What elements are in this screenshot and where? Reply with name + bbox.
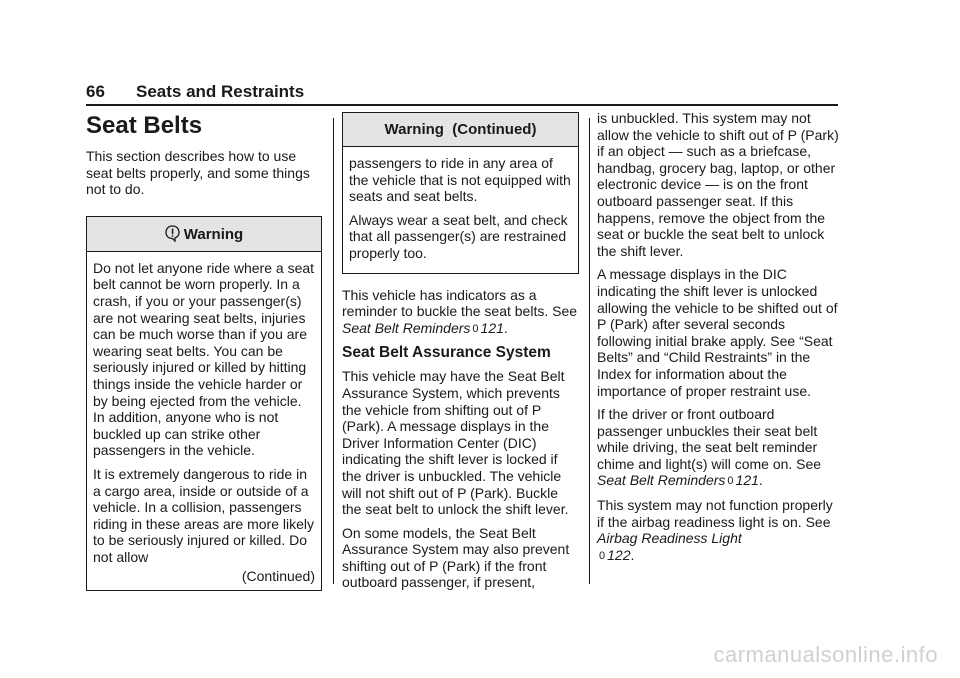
- warning-icon: [165, 225, 180, 242]
- warning-paragraph-2: It is extremely dangerous to ride in a cargo area, inside or outside of a vehicle. In a collision, passengers riding in these areas are more likely to be seriously injured or killed. Do not allow: [93, 465, 314, 565]
- page-ref-122[interactable]: 122: [607, 546, 631, 563]
- warning-paragraph-1: Do not let anyone ride where a seat belt cannot be worn properly. In a crash, if you or your passenger(s) are not wearing seat belts, injuries can be much worse than if you are wearing seat belts. You can be seriously injured or killed by hitting things inside the vehicle harder or by being ejected from the vehicle. In addition, anyone who is not buckled up can strike other passengers in the vehicle.: [93, 259, 315, 459]
- continued-label: (Continued): [241, 568, 315, 585]
- page-header: [86, 82, 304, 102]
- page-number: 66: [86, 82, 105, 101]
- column-divider-1: [333, 118, 334, 584]
- warning-body: [87, 252, 321, 590]
- warning-continued-title: Warning (Continued): [343, 113, 578, 147]
- warning-continued-paragraph-1: passengers to ride in any area of the vehicle that is not equipped with seats and seat belts.: [349, 155, 571, 205]
- column-3: [597, 110, 841, 571]
- col3-paragraph-3: If the driver or front outboard passenger unbuckles their seat belt while driving, the seat belt reminder chime and light(s) will come on. See Seat Belt Reminders 0 121.: [597, 406, 822, 489]
- watermark: carmanualsonline.info: [713, 642, 938, 667]
- page-ref-121-b[interactable]: 121: [735, 472, 759, 489]
- page-ref-121[interactable]: 121: [480, 319, 504, 336]
- warning-continued-box: [342, 112, 579, 274]
- column-1: [86, 110, 322, 591]
- warning-title-text: Warning: [183, 225, 244, 243]
- seat-belt-reminders-link-2[interactable]: Seat Belt Reminders: [597, 472, 726, 489]
- intro-paragraph: This section describes how to use seat belts properly, and some things not to do.: [86, 148, 310, 198]
- assurance-paragraph-1: This vehicle may have the Seat Belt Assurance System, which prevents the vehicle from shifting out of P (Park). A message displays in the Driver Information Center (DIC) indicating the shift lever is locked if the driver is unbuckled. The vehicle will not shift out of P (Park). Buckle the seat belt to unlock the shift lever.: [342, 368, 569, 518]
- col3-paragraph-1: is unbuckled. This system may not allow the vehicle to shift out of P (Park) if an object — such as a briefcase, handbag, grocery bag, laptop, or other electronic device — is on the front outboard passenger seat. If this happens, remove the object from the seat or buckle the seat belt to unlock the shift lever.: [597, 110, 839, 259]
- page-ref-arrow-icon: 0: [599, 549, 606, 562]
- airbag-text: This system may not function properly if the airbag readiness light is on. See: [597, 497, 833, 530]
- col3-paragraph-4: This system may not function properly if the airbag readiness light is on. See Airbag Readiness Light 0 122.: [597, 497, 833, 563]
- page-ref-arrow-icon: 0: [472, 322, 479, 335]
- column-divider-2: [589, 118, 590, 584]
- assurance-heading: Seat Belt Assurance System: [342, 344, 551, 362]
- airbag-readiness-light-link[interactable]: Airbag Readiness Light: [597, 530, 742, 547]
- warning-continued-paragraph-2: Always wear a seat belt, and check that all passenger(s) are restrained properly too.: [349, 211, 568, 261]
- assurance-paragraph-2: On some models, the Seat Belt Assurance System may also prevent shifting out of P (Park) if the front outboard passenger, if present,: [342, 524, 570, 591]
- page-title: Seat Belts: [86, 112, 203, 139]
- indicator-text: This vehicle has indicators as a reminder to buckle the seat belts. See: [342, 286, 578, 320]
- indicator-paragraph: This vehicle has indicators as a reminder to buckle the seat belts. See Seat Belt Reminders 0 121.: [342, 286, 578, 336]
- section-title: Seats and Restraints: [136, 82, 305, 101]
- header-rule: [86, 104, 838, 106]
- chime-text: If the driver or front outboard passenger unbuckles their seat belt while driving, the seat belt reminder chime and light(s) will come on. See: [597, 406, 822, 472]
- col3-paragraph-2: A message displays in the DIC indicating the shift lever is unlocked allowing the vehicle to be shifted out of P (Park) after several seconds following initial brake apply. See “Seat Belts” and “Child Restraints” in the Index for information about the importance of proper restraint use.: [597, 266, 838, 399]
- warning-continued-body: [343, 147, 578, 273]
- seat-belt-reminders-link[interactable]: Seat Belt Reminders: [342, 319, 471, 336]
- column-2: [342, 112, 579, 598]
- warning-box: [86, 216, 322, 591]
- page-ref-arrow-icon: 0: [727, 475, 734, 488]
- warning-title: [87, 217, 321, 252]
